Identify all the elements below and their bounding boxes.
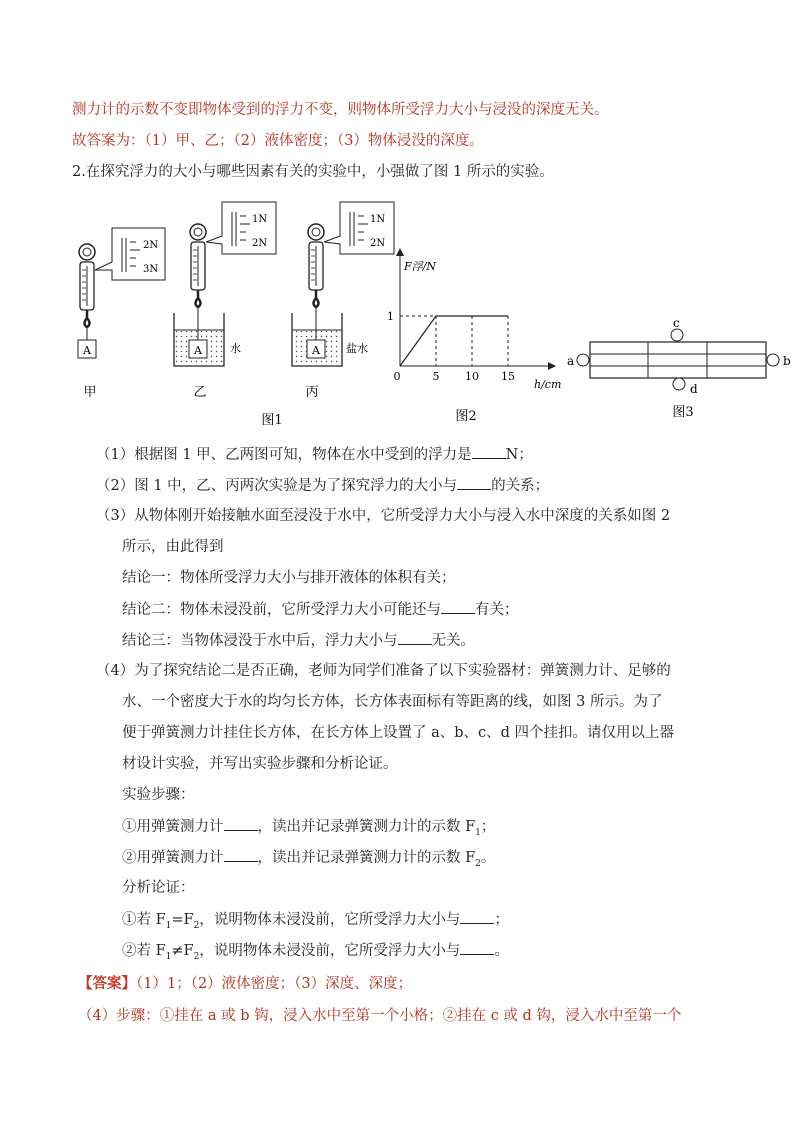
analysis-2-d: 。 [494,943,509,959]
liquid-yi: 水 [230,342,241,355]
answer-text-1: （1）1；（2）液体密度；（3）深度、深度； [136,976,413,992]
conclusion-2-blank[interactable] [441,599,475,614]
figure1-caption: 图1 [261,413,283,428]
analysis-1-s1: 1 [165,920,172,931]
label-bing: 丙 [305,385,319,400]
conclusion-3-tail: 无关。 [431,633,475,649]
step-2-blank[interactable] [224,847,258,862]
label-jia: 甲 [83,385,97,400]
scale-top-bing: 1N [370,214,386,225]
hook-a [577,354,589,366]
step-2-sub: 2 [475,858,481,869]
q2 [96,475,549,496]
analysis-2-a: ②若 F [122,943,166,959]
hook-c [671,329,683,341]
q1-unit: N； [505,447,533,463]
question-stem: 2.在探究浮力的大小与哪些因素有关的实验中，小强做了图 1 所示的实验。 [72,164,554,180]
liquid-bing: 盐水 [346,342,368,355]
step-1-sub: 1 [475,827,481,838]
analysis-2-s2: 2 [193,951,200,962]
analysis-title: 分析论证： [122,880,195,896]
q4-line-4: 材设计实验，并写出实验步骤和分析论证。 [122,756,398,772]
q4-line-1: （4）为了探究结论二是否正确，老师为同学们准备了以下实验器材：弹簧测力计、足够的 [96,663,671,679]
conclusion-3-text: 结论三：当物体浸没于水中后，浮力大小与 [122,633,398,649]
hook-label-a: a [567,354,575,368]
chart-xlabel: h/cm [534,378,562,391]
figures [0,190,794,450]
analysis-2-b: ≠F [171,943,194,959]
analysis-1-a: ①若 F [122,912,166,928]
hook-label-d: d [690,382,698,396]
step-1-end: ； [480,819,496,835]
analysis-2 [122,940,509,967]
answer-line-1 [78,974,412,994]
scale-bottom-yi: 2N [252,238,268,249]
q3-line-2: 所示，由此得到 [122,539,224,555]
figure3-caption: 图3 [672,405,694,420]
q2-tail: 的关系； [491,478,550,494]
block-a-yi: A [194,344,202,357]
intro-line-1: 测力计的示数不变即物体受到的浮力不变，则物体所受浮力大小与浸没的深度无关。 [72,102,609,118]
q2-blank[interactable] [457,475,491,490]
q2-text: （2）图 1 中，乙、丙两次实验是为了探究浮力的大小与 [96,478,458,494]
figure2-chart [387,248,561,391]
conclusion-2-tail: 有关； [475,602,519,618]
scale-bottom-bing: 2N [370,238,386,249]
analysis-1-d: ； [494,912,509,928]
step-1-blank[interactable] [224,816,258,831]
conclusion-3-blank[interactable] [398,630,432,645]
chart-ylabel: F浮/N [404,260,436,273]
conclusion-1: 结论一：物体所受浮力大小与排开液体的体积有关； [122,570,456,586]
conclusion-2 [122,599,519,620]
q4-line-2: 水、一个密度大于水的均匀长方体，长方体表面标有等距离的线，如图 3 所示。为了 [122,694,663,710]
hook-label-c: c [673,316,680,330]
spring-scale-yi [174,202,276,400]
step-1-text: ①用弹簧测力计 [122,819,224,835]
step-2-mid: ，读出并记录弹簧测力计的示数 F [257,850,476,866]
q1-blank[interactable] [472,444,506,459]
steps-title: 实验步骤： [122,787,195,803]
hook-d [673,378,685,390]
figure3-cuboid [567,316,791,396]
chart-ytick-1: 1 [387,310,394,323]
block-a-bing: A [312,344,320,357]
hook-b [767,354,779,366]
scale-top-yi: 1N [252,214,268,225]
spring-scale-jia [78,228,165,400]
intro-line-2: 故答案为：（1）甲、乙；（2）液体密度；（3）物体浸没的深度。 [72,133,484,149]
chart-xtick-0: 0 [393,370,401,383]
chart-xtick-15: 15 [501,370,515,383]
analysis-1-c: ，说明物体未浸没前，它所受浮力大小与 [199,912,461,928]
step-1 [122,816,495,843]
analysis-1 [122,909,509,936]
analysis-1-b: =F [171,912,194,928]
hook-label-b: b [783,354,791,368]
conclusion-2-text: 结论二：物体未浸没前，它所受浮力大小可能还与 [122,602,441,618]
analysis-2-blank[interactable] [460,940,494,955]
chart-series-line [400,316,508,366]
q1-text: （1）根据图 1 甲、乙两图可知，物体在水中受到的浮力是 [96,447,472,463]
step-2 [122,847,495,874]
spring-scale-bing [292,202,394,400]
analysis-2-c: ，说明物体未浸没前，它所受浮力大小与 [199,943,461,959]
q1 [96,444,533,465]
q3-line-1: （3）从物体刚开始接触水面至浸没于水中，它所受浮力大小与浸入水中深度的关系如图 2 [96,508,671,524]
step-2-text: ②用弹簧测力计 [122,850,224,866]
answer-tag: 【答案】 [78,975,136,992]
analysis-1-s2: 2 [193,920,200,931]
step-1-mid: ，读出并记录弹簧测力计的示数 F [257,819,476,835]
step-2-end: 。 [480,850,496,866]
chart-xtick-10: 10 [465,370,479,383]
label-yi: 乙 [193,385,207,400]
q4-line-3: 便于弹簧测力计挂住长方体，在长方体上设置了 a、b、c、d 四个挂扣。请仅用以上器 [122,725,675,741]
analysis-2-s1: 1 [165,951,172,962]
conclusion-3 [122,630,475,651]
scale-bottom-jia: 3N [143,264,159,275]
answer-line-2: （4）步骤：①挂在 a 或 b 钩，浸入水中至第一个小格；②挂在 c 或 d 钩，浸入水中至第一个 [78,1008,682,1024]
chart-xtick-5: 5 [432,370,440,383]
block-a-jia: A [83,344,91,357]
scale-top-jia: 2N [143,240,159,251]
figure2-caption: 图2 [455,409,477,424]
analysis-1-blank[interactable] [460,909,494,924]
